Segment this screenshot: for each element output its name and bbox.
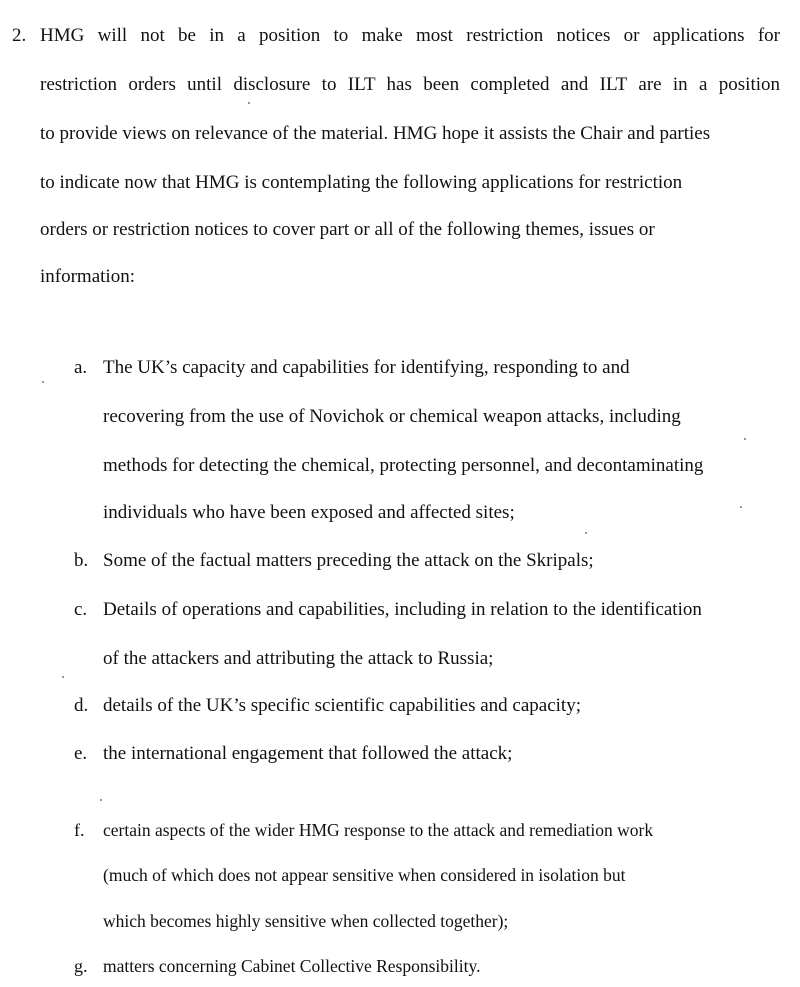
list-item-line: which becomes highly sensitive when collected together); — [103, 911, 509, 931]
list-item-label: e. — [74, 743, 88, 764]
list-item-line: individuals who have been exposed and affected sites; — [103, 502, 515, 523]
list-item-label: d. — [74, 695, 89, 716]
scan-speck — [744, 438, 746, 440]
list-item-label: c. — [74, 599, 88, 620]
scan-speck — [62, 676, 64, 678]
paragraph-line: to provide views on relevance of the material. HMG hope it assists the Chair and parties — [40, 123, 711, 144]
scan-speck — [248, 102, 250, 104]
list-item-label: a. — [74, 357, 88, 378]
list-item-label: f. — [74, 820, 85, 840]
paragraph-line: orders or restriction notices to cover part or all of the following themes, issues or — [40, 219, 655, 240]
list-item-line: matters concerning Cabinet Collective Responsibility. — [103, 956, 481, 976]
paragraph-number: 2. — [12, 25, 27, 46]
scan-speck — [585, 532, 587, 534]
list-item-line: details of the UK’s specific scientific capabilities and capacity; — [103, 695, 581, 716]
paragraph-line: to indicate now that HMG is contemplating the following applications for restriction — [40, 172, 683, 193]
list-item-line: methods for detecting the chemical, protecting personnel, and decontaminating — [103, 455, 704, 476]
scan-speck — [740, 506, 742, 508]
paragraph-line: restriction orders until disclosure to ILT has been completed and ILT are in a position — [40, 74, 780, 95]
list-item-line: certain aspects of the wider HMG response to the attack and remediation work — [103, 820, 654, 840]
paragraph-line: HMG will not be in a position to make most restriction notices or applications for — [40, 25, 780, 46]
list-item-label: b. — [74, 550, 89, 571]
list-item-line: Some of the factual matters preceding the attack on the Skripals; — [103, 550, 594, 571]
list-item-line: Details of operations and capabilities, including in relation to the identification — [103, 599, 702, 620]
scan-speck — [42, 381, 44, 383]
list-item-line: The UK’s capacity and capabilities for identifying, responding to and — [103, 357, 630, 378]
list-item-line: (much of which does not appear sensitive when considered in isolation but — [103, 865, 626, 885]
list-item-line: the international engagement that followed the attack; — [103, 743, 513, 764]
scan-speck — [100, 799, 102, 801]
paragraph-line: information: — [40, 266, 135, 287]
list-item-label: g. — [74, 956, 88, 976]
list-item-line: recovering from the use of Novichok or chemical weapon attacks, including — [103, 406, 681, 427]
list-item-line: of the attackers and attributing the attack to Russia; — [103, 648, 494, 669]
